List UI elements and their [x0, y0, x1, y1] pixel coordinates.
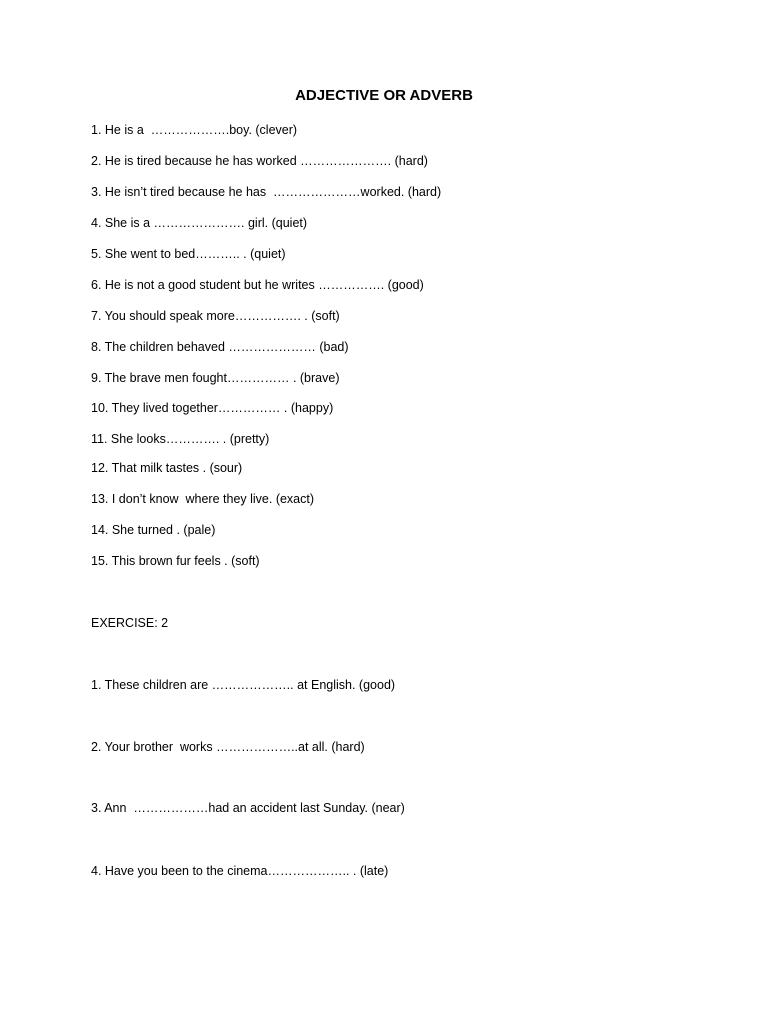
exercise1-item-13: 13. I don’t know where they live. (exact)	[91, 492, 315, 506]
exercise2-item-4: 4. Have you been to the cinema……………….. . (late)	[91, 864, 389, 878]
exercise1-item-7: 7. You should speak more……………. . (soft)	[91, 309, 340, 323]
exercise1-item-1: 1. He is a ……………….boy. (clever)	[91, 123, 298, 137]
exercise1-item-14: 14. She turned . (pale)	[91, 523, 216, 537]
exercise1-item-15: 15. This brown fur feels . (soft)	[91, 554, 260, 568]
exercise1-item-4: 4. She is a …………………. girl. (quiet)	[91, 216, 308, 230]
exercise1-item-2: 2. He is tired because he has worked …………………. (hard)	[91, 154, 428, 168]
exercise2-heading: EXERCISE: 2	[91, 616, 169, 630]
exercise1-item-12: 12. That milk tastes . (sour)	[91, 461, 243, 475]
exercise1-item-10: 10. They lived together…………… . (happy)	[91, 401, 334, 415]
exercise2-item-3: 3. Ann ………………had an accident last Sunday. (near)	[91, 801, 405, 815]
exercise1-item-9: 9. The brave men fought…………… . (brave)	[91, 371, 340, 385]
exercise1-item-5: 5. She went to bed……….. . (quiet)	[91, 247, 286, 261]
exercise1-item-6: 6. He is not a good student but he writes ……………. (good)	[91, 278, 424, 292]
exercise1-item-3: 3. He isn’t tired because he has …………………worked. (hard)	[91, 185, 442, 199]
exercise1-item-11: 11. She looks…………. . (pretty)	[91, 432, 270, 446]
document-title: ADJECTIVE OR ADVERB	[295, 87, 473, 104]
exercise2-item-1: 1. These children are ……………….. at English. (good)	[91, 678, 396, 692]
exercise1-item-8: 8. The children behaved ………………… (bad)	[91, 340, 349, 354]
exercise2-item-2: 2. Your brother works ………………..at all. (hard)	[91, 740, 365, 754]
